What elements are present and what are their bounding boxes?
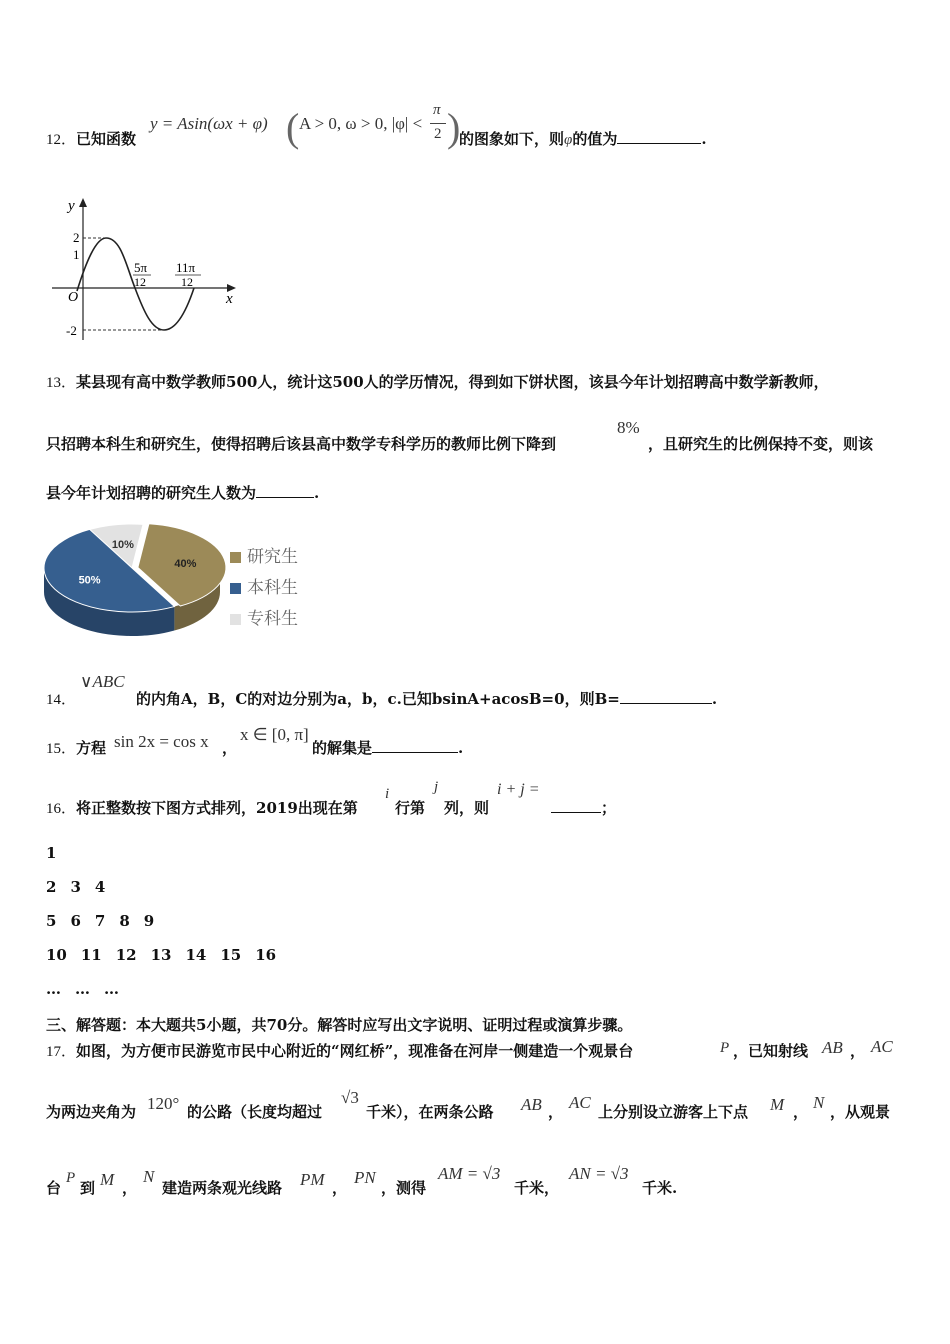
tick-5pi-num: 5π bbox=[134, 260, 148, 275]
q17-AB: AB bbox=[822, 1038, 843, 1057]
legend-swatch-0 bbox=[230, 552, 241, 563]
q17-N: N bbox=[813, 1093, 825, 1112]
q12-paren-left: ( bbox=[286, 105, 300, 150]
q16-lead: 16．将正整数按下图方式排列，2019出现在第 bbox=[46, 799, 358, 817]
legend-swatch-2 bbox=[230, 614, 241, 625]
q15-eq: sin 2x = cos x bbox=[114, 732, 209, 751]
q17-line2d: 上分别设立游客上下点 bbox=[598, 1103, 749, 1121]
legend-swatch-1 bbox=[230, 583, 241, 594]
pie-legend bbox=[230, 542, 298, 635]
q12-frac-bar bbox=[430, 123, 446, 124]
tick-neg2: -2 bbox=[66, 323, 77, 338]
q17-line3b: 到 bbox=[80, 1179, 96, 1197]
q17-line2c: 千米），在两条公路 bbox=[366, 1103, 494, 1121]
q17-sep4: ， bbox=[122, 1179, 138, 1197]
number-row-3: 5 6 7 8 9 bbox=[46, 912, 155, 930]
q17-PN: PN bbox=[354, 1168, 376, 1187]
q17-M: M bbox=[770, 1095, 785, 1114]
tick-2: 2 bbox=[73, 230, 80, 245]
q12-formula: y = Asin(ωx + φ) bbox=[150, 114, 268, 133]
number-row-1: 1 bbox=[46, 844, 57, 862]
q15-comma: ， bbox=[222, 739, 238, 757]
q16-answer-blank bbox=[551, 798, 601, 813]
tick-1: 1 bbox=[73, 247, 80, 262]
number-row-4: 10 11 12 13 14 15 16 bbox=[46, 946, 277, 964]
q14-tri: ∨ABC bbox=[80, 672, 125, 691]
q17-km2: 千米. bbox=[642, 1179, 678, 1197]
pie-label-0: 40% bbox=[174, 557, 197, 570]
q17-km1: 千米， bbox=[514, 1179, 560, 1197]
legend-item-2 bbox=[230, 604, 298, 629]
y-axis-arrow bbox=[79, 198, 87, 207]
tick-11pi-den: 12 bbox=[181, 275, 193, 289]
tick-5pi-den: 12 bbox=[134, 275, 146, 289]
q12-frac-num: π bbox=[433, 102, 441, 118]
legend-label-1: 本科生 bbox=[247, 578, 298, 598]
pie-label-2: 10% bbox=[111, 539, 134, 552]
q17-line1b: ，已知射线 bbox=[733, 1042, 809, 1060]
pie-chart bbox=[40, 518, 320, 648]
q14-text: 14． 的内角A，B，C的对边分别为a，b，c.已知bsinA+acosB=0，则B= . bbox=[46, 690, 718, 708]
q12-frac-den: 2 bbox=[434, 126, 442, 142]
q17-line3a: 台 bbox=[46, 1179, 62, 1197]
q12-paren-right: ) bbox=[447, 105, 461, 150]
legend-item-0 bbox=[230, 542, 298, 567]
q17-sqrt3: √3 bbox=[341, 1088, 359, 1107]
q13-answer-blank bbox=[256, 483, 314, 498]
q12-condition: A > 0, ω > 0, |φ| < bbox=[299, 114, 423, 133]
q16-expr: i + j = bbox=[497, 781, 540, 798]
q15-tail: 的解集是 . bbox=[312, 739, 464, 757]
q16-mid1: 行第 bbox=[395, 799, 426, 817]
tick-11pi-num: 11π bbox=[176, 260, 196, 275]
legend-label-2: 专科生 bbox=[247, 609, 298, 629]
section3-heading: 三、解答题：本大题共5小题，共70分。解答时应写出文字说明、证明过程或演算步骤。 bbox=[46, 1016, 633, 1034]
number-row-2: 2 3 4 bbox=[46, 878, 106, 896]
x-label: x bbox=[226, 291, 233, 307]
q17-P-2: P bbox=[66, 1170, 76, 1186]
q17-AC-2: AC bbox=[569, 1093, 591, 1112]
q16-j: j bbox=[434, 779, 439, 795]
q12-answer-blank bbox=[617, 129, 701, 144]
y-label: y bbox=[68, 198, 75, 214]
q17-sep3: ， bbox=[793, 1103, 809, 1121]
q13-line1: 13．某县现有高中数学教师500人，统计这500人的学历情况，得到如下饼状图，该县今年计划招聘高中数学新教师， bbox=[46, 373, 829, 391]
q17-line3c: 建造两条观光线路 bbox=[162, 1179, 283, 1197]
pie-svg bbox=[40, 518, 240, 648]
q12-tail: 的图象如下，则φ的值为 . bbox=[459, 130, 707, 148]
sine-graph bbox=[46, 190, 246, 350]
q13-line3: 县今年计划招聘的研究生人数为 . bbox=[46, 484, 320, 502]
pie-label-1: 50% bbox=[78, 574, 101, 587]
q17-M-2: M bbox=[100, 1170, 115, 1189]
number-row-5: … … … bbox=[46, 980, 119, 998]
q14-answer-blank bbox=[620, 689, 712, 704]
q17-sep5: ， bbox=[332, 1179, 348, 1197]
q15-lead: 15．方程 bbox=[46, 739, 107, 757]
q17-AN: AN = √3 bbox=[569, 1164, 629, 1183]
q16-i: i bbox=[385, 786, 390, 802]
q17-line2b: 的公路（长度均超过 bbox=[187, 1103, 323, 1121]
q17-AC: AC bbox=[871, 1037, 893, 1056]
legend-item-1 bbox=[230, 573, 298, 598]
q17-sep1: ， bbox=[850, 1042, 866, 1060]
q17-line1: 17．如图，为方便市民游览市民中心附近的“网红桥”，现准备在河岸一侧建造一个观景台 bbox=[46, 1042, 634, 1060]
q17-line2a: 为两边夹角为 bbox=[46, 1103, 137, 1121]
q15-answer-blank bbox=[372, 738, 458, 753]
q17-N-2: N bbox=[143, 1167, 155, 1186]
q17-AB-2: AB bbox=[521, 1095, 542, 1114]
q17-PM: PM bbox=[300, 1170, 325, 1189]
q12-text: 12．已知函数 bbox=[46, 130, 137, 148]
legend-label-0: 研究生 bbox=[247, 547, 298, 567]
q15-domain: x ∈ [0, π] bbox=[240, 725, 309, 744]
q17-AM: AM = √3 bbox=[438, 1164, 501, 1183]
q13-pct: 8% bbox=[617, 418, 640, 437]
q17-angle: 120° bbox=[147, 1094, 180, 1113]
q13-line2a: 只招聘本科生和研究生，使得招聘后该县高中数学专科学历的教师比例下降到 bbox=[46, 435, 557, 453]
q17-P: P bbox=[720, 1040, 730, 1056]
q17-line2e: ，从观景 bbox=[830, 1103, 891, 1121]
q13-line2b: ，且研究生的比例保持不变，则该 bbox=[648, 435, 874, 453]
origin-label: O bbox=[68, 290, 79, 305]
q16-tail: ； bbox=[551, 797, 616, 818]
q16-mid2: 列，则 bbox=[444, 799, 490, 817]
q17-line3d: ，测得 bbox=[381, 1179, 427, 1197]
q17-sep2: ， bbox=[548, 1103, 564, 1121]
